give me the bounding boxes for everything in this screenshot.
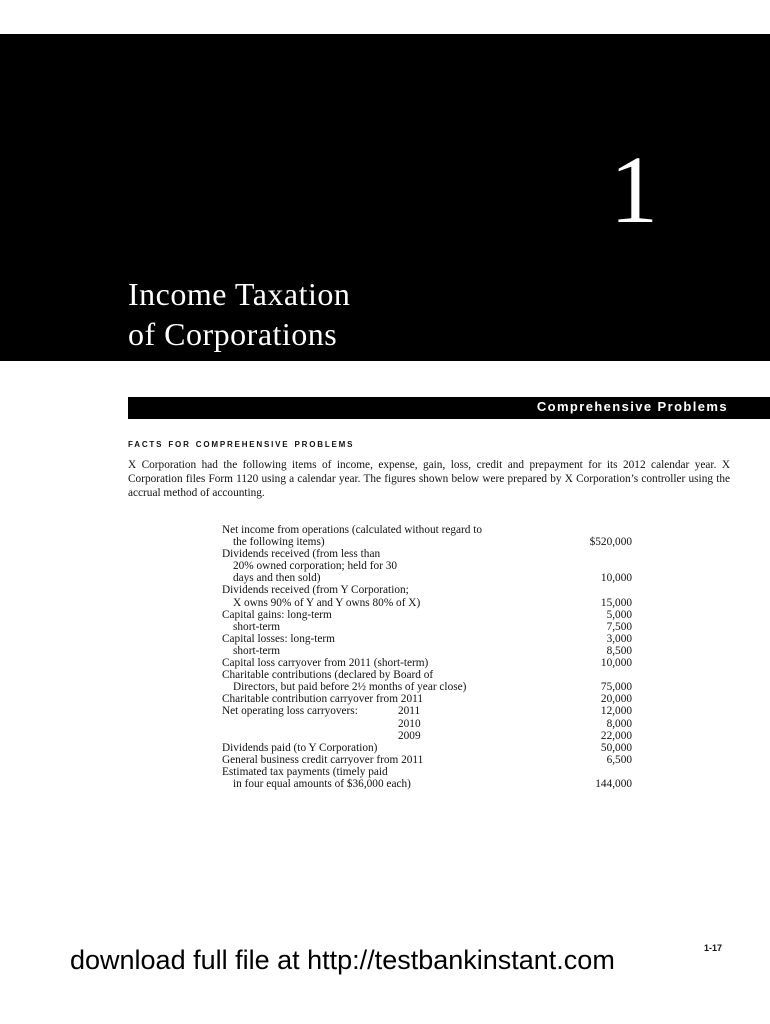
chapter-title (128, 274, 350, 354)
item-amount: 22,000 (600, 729, 632, 742)
item-label: Dividends received (from Y Corporation; (222, 584, 409, 597)
item-amount: 3,000 (606, 632, 632, 645)
list-item (222, 766, 642, 778)
item-amount: 15,000 (600, 596, 632, 609)
list-item (222, 718, 642, 730)
item-label: Directors, but paid before 2½ months of year close) (233, 681, 467, 694)
chapter-number: 1 (610, 136, 658, 243)
item-amount: 7,500 (606, 620, 632, 633)
page-number: 1-17 (704, 943, 723, 953)
list-item (222, 524, 642, 536)
list-item (222, 609, 642, 621)
item-amount: 6,500 (606, 753, 632, 766)
item-label: in four equal amounts of $36,000 each) (233, 777, 411, 790)
item-label: Net operating loss carryovers: (222, 705, 358, 718)
item-amount: 144,000 (595, 777, 632, 790)
item-label: 20% owned corporation; held for 30 (233, 560, 398, 573)
list-item (222, 730, 642, 742)
list-item (222, 548, 642, 560)
item-year: 2009 (398, 729, 421, 742)
item-label: Charitable contribution carryover from 2011 (222, 693, 423, 706)
item-label: General business credit carryover from 2011 (222, 753, 424, 766)
chapter-header-band (0, 34, 770, 361)
item-year: 2011 (398, 705, 421, 718)
item-label: short-term (233, 620, 281, 633)
list-item (222, 621, 642, 633)
list-item (222, 693, 642, 705)
list-item (222, 681, 642, 693)
item-label: short-term (233, 644, 281, 657)
item-amount: 20,000 (600, 693, 632, 706)
item-amount: 12,000 (600, 705, 632, 718)
item-amount: 50,000 (600, 741, 632, 754)
chapter-title-line-1: Income Taxation (128, 276, 351, 312)
list-item (222, 754, 642, 766)
item-amount: 5,000 (606, 608, 632, 621)
item-amount: 10,000 (600, 572, 632, 585)
list-item (222, 633, 642, 645)
item-label: Capital loss carryover from 2011 (short-term) (222, 657, 429, 670)
list-item (222, 669, 642, 681)
list-item (222, 536, 642, 548)
list-item (222, 572, 642, 584)
section-bar (128, 397, 770, 419)
list-item (222, 778, 642, 790)
item-label: Charitable contributions (declared by Board of (222, 669, 434, 682)
item-label: Estimated tax payments (timely paid (222, 765, 388, 778)
section-bar-label: Comprehensive Problems (536, 399, 728, 414)
item-amount: 8,000 (606, 717, 632, 730)
intro-paragraph: X Corporation had the following items of income, expense, gain, loss, credit and prepayment for its 2012 calendar year. X Corporation files Form 1120 using a calendar year. The figures shown below were prepared by X Corporation’s controller using the accrual method of accounting. (128, 459, 730, 499)
item-amount: 75,000 (600, 681, 632, 694)
list-item (222, 742, 642, 754)
chapter-title-line-2: of Corporations (128, 316, 338, 352)
list-item (222, 645, 642, 657)
list-item (222, 597, 642, 609)
item-label: Dividends paid (to Y Corporation) (222, 741, 378, 754)
facts-heading: facts for comprehensive problems (128, 436, 355, 450)
item-label: Capital losses: long-term (222, 632, 335, 645)
list-item (222, 657, 642, 669)
item-amount: $520,000 (589, 536, 632, 549)
item-label: Net income from operations (calculated without regard to (222, 524, 483, 536)
item-label: days and then sold) (233, 572, 321, 585)
list-item (222, 705, 642, 717)
items-list (222, 524, 642, 790)
item-label: Capital gains: long-term (222, 608, 332, 621)
item-label: X owns 90% of Y and Y owns 80% of X) (233, 596, 421, 609)
item-label: the following items) (233, 536, 325, 549)
download-footer-text: download full file at http://testbankinstant.com (70, 945, 615, 975)
item-amount: 8,500 (606, 644, 632, 657)
item-year: 2010 (398, 717, 421, 730)
item-amount: 10,000 (600, 657, 632, 670)
list-item (222, 560, 642, 572)
list-item (222, 584, 642, 596)
item-label: Dividends received (from less than (222, 548, 381, 561)
